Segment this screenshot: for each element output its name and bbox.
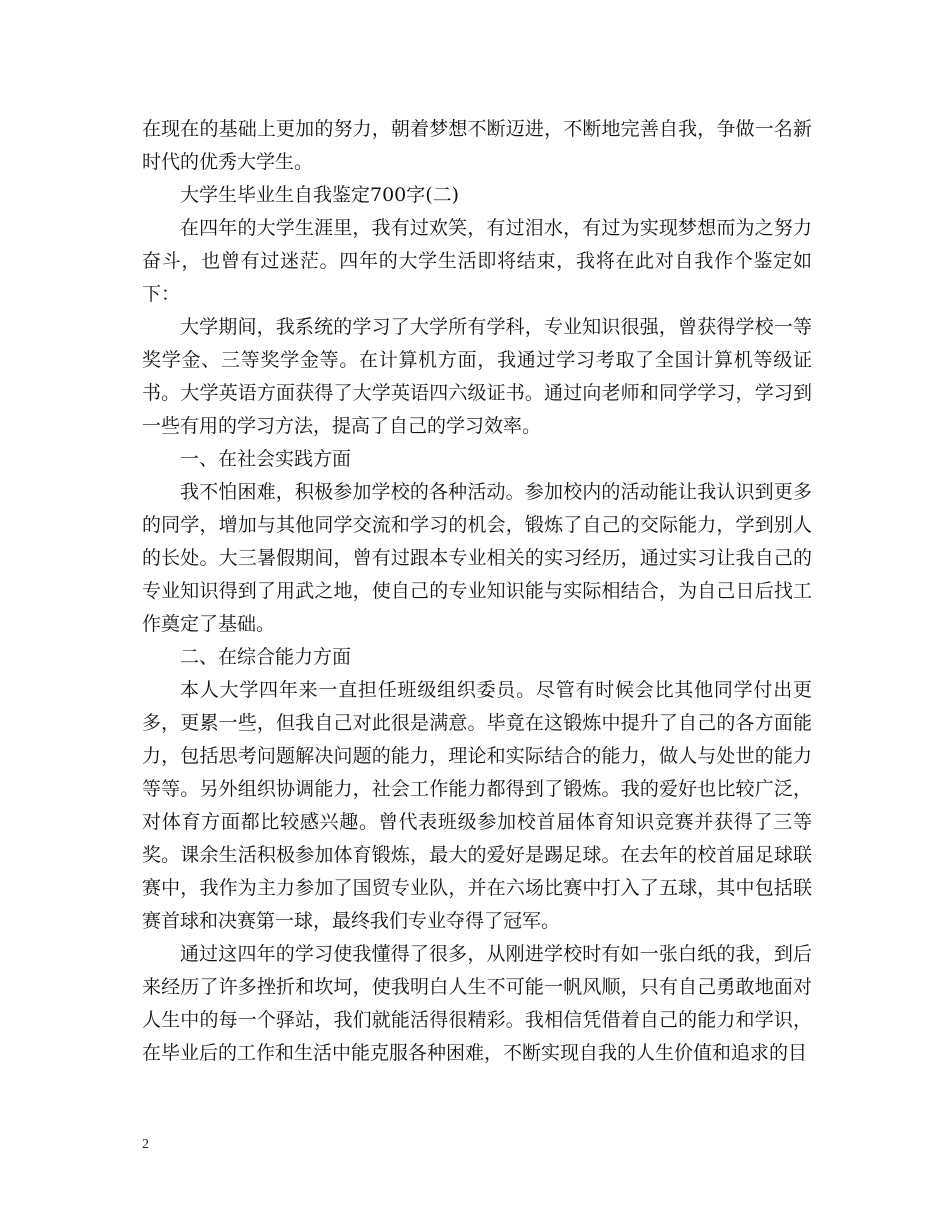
page-number: 2: [142, 1137, 149, 1152]
paragraph-continuation: 在现在的基础上更加的努力，朝着梦想不断迈进，不断地完善自我，争做一名新时代的优秀大学生。: [142, 118, 812, 173]
paragraph-study: 大学期间，我系统的学习了大学所有学科，专业知识很强，曾获得学校一等奖学金、三等奖学金等。在计算机方面，我通过学习考取了全国计算机等级证书。大学英语方面获得了大学英语四六级证书。通过向老师和同学学习，学习到一些有用的学习方法，提高了自己的学习效率。: [142, 316, 812, 437]
heading-comprehensive-ability: 二、在综合能力方面: [180, 646, 352, 668]
paragraph-comprehensive-ability: 本人大学四年来一直担任班级组织委员。尽管有时候会比其他同学付出更多，更累一些，但我自己对此很是满意。毕竟在这锻炼中提升了自己的各方面能力，包括思考问题解决问题的能力，理论和实际结合的能力，做人与处世的能力等等。另外组织协调能力，社会工作能力都得到了锻炼。我的爱好也比较广泛，对体育方面都比较感兴趣。曾代表班级参加校首届体育知识竞赛并获得了三等奖。课余生活积极参加体育锻炼，最大的爱好是踢足球。在去年的校首届足球联赛中，我作为主力参加了国贸专业队，并在六场比赛中打入了五球，其中包括联赛首球和决赛第一球，最终我们专业夺得了冠军。: [142, 679, 812, 932]
document-body: [142, 113, 812, 1070]
paragraph-social-practice: 我不怕困难，积极参加学校的各种活动。参加校内的活动能让我认识到更多的同学，增加与其他同学交流和学习的机会，锻炼了自己的交际能力，学到别人的长处。大三暑假期间，曾有过跟本专业相关的实习经历，通过实习让我自己的专业知识得到了用武之地，使自己的专业知识能与实际相结合，为自己日后找工作奠定了基础。: [142, 481, 812, 635]
section-title: 大学生毕业生自我鉴定700字(二): [180, 184, 460, 206]
heading-social-practice: 一、在社会实践方面: [180, 448, 352, 470]
paragraph-intro: 在四年的大学生涯里，我有过欢笑，有过泪水，有过为实现梦想而为之努力奋斗，也曾有过迷茫。四年的大学生活即将结束，我将在此对自我作个鉴定如下：: [142, 217, 812, 305]
paragraph-conclusion: 通过这四年的学习使我懂得了很多，从刚进学校时有如一张白纸的我，到后来经历了许多挫折和坎坷，使我明白人生不可能一帆风顺，只有自己勇敢地面对人生中的每一个驿站，我们就能活得很精彩。我相信凭借着自己的能力和学识，在毕业后的工作和生活中能克服各种困难，不断实现自我的人生价值和追求的目: [142, 943, 812, 1064]
